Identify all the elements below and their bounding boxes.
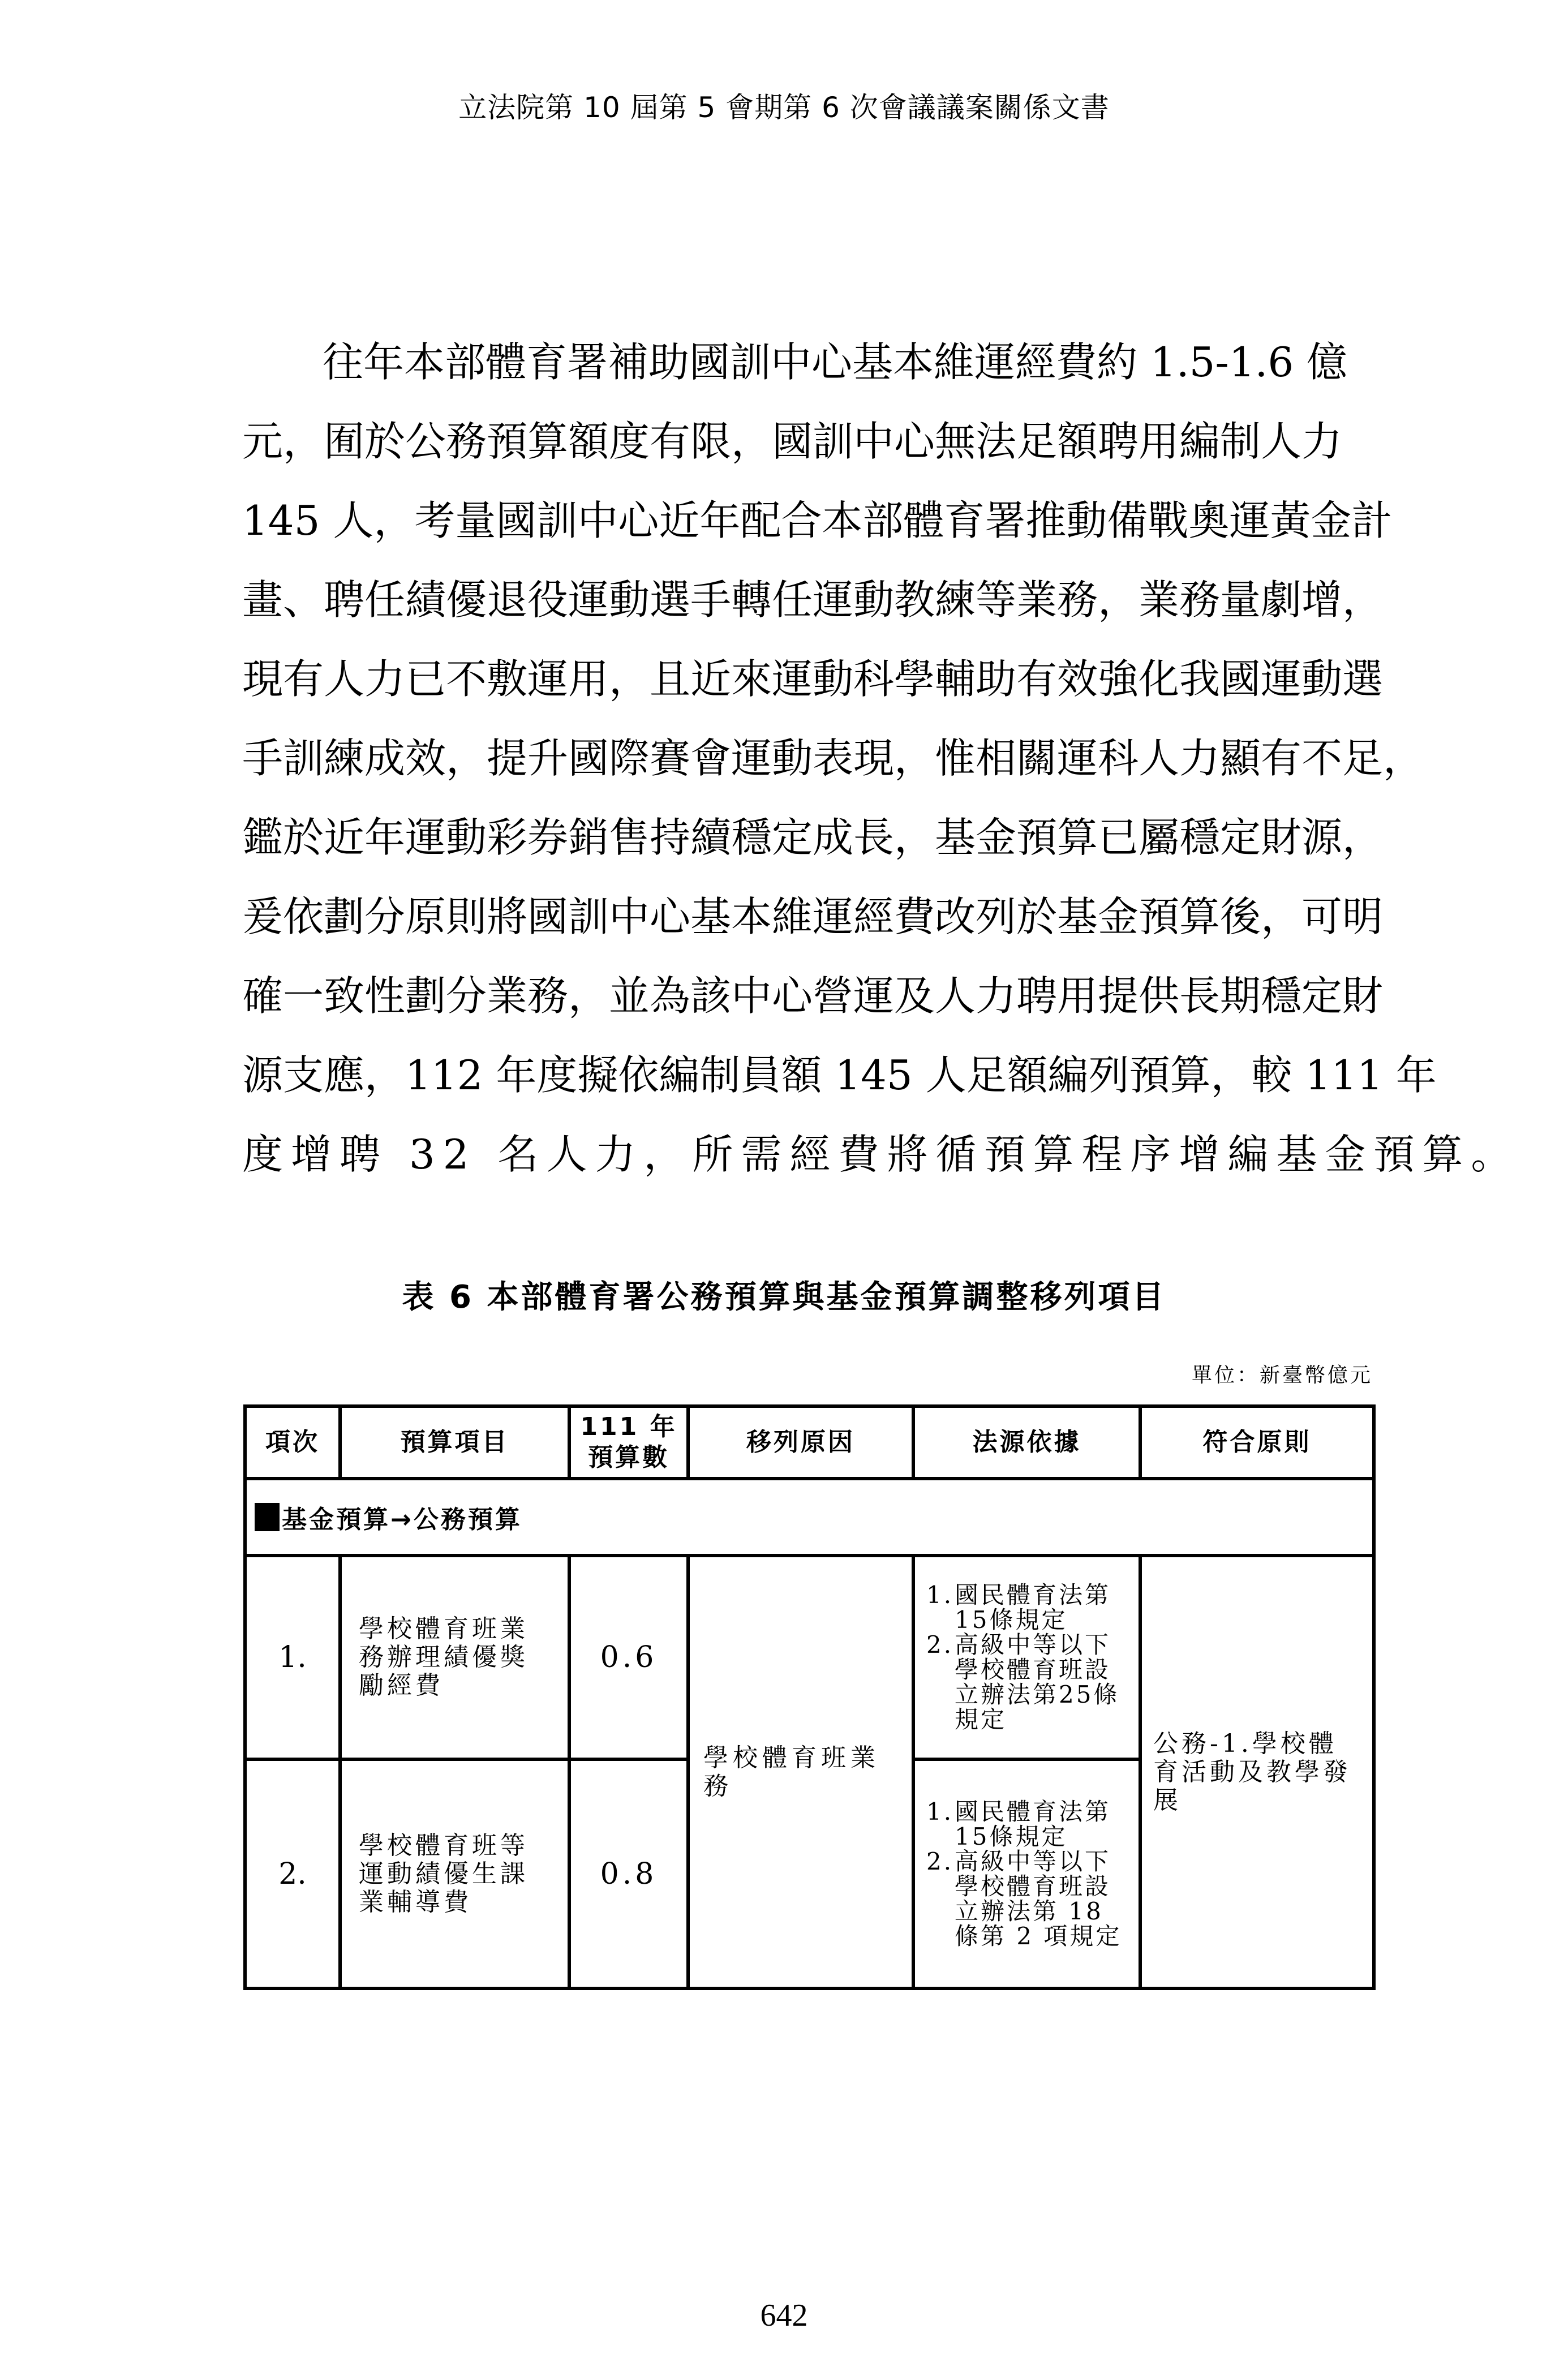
- legal-basis-item: [926, 1633, 1131, 1732]
- section-label: [245, 1479, 1374, 1556]
- legal-basis-item: [926, 1849, 1131, 1949]
- legal-basis-number: 2.: [926, 1847, 954, 1875]
- header-reason: 移列原因: [688, 1406, 913, 1479]
- paragraph-line: 爰依劃分原則將國訓中心基本維運經費改列於基金預算後，可明: [242, 893, 1384, 940]
- row-amount: 0.8: [569, 1759, 688, 1988]
- legal-basis-item: [926, 1583, 1131, 1633]
- header-amount: [569, 1406, 688, 1479]
- paragraph-line: 畫、聘任績優退役運動選手轉任運動教練等業務，業務量劇增，: [242, 576, 1384, 624]
- legal-basis-number: 1.: [926, 1581, 954, 1609]
- legal-basis-text: 高級中等以下學校體育班設立辦法第 18 條第 2 項規定: [955, 1847, 1122, 1950]
- legal-basis-number: 2.: [926, 1631, 954, 1659]
- paragraph-line: 源支應，112 年度擬依編制員額 145 人足額編列預算，較 111 年: [242, 1051, 1437, 1099]
- legal-basis-item: [926, 1799, 1131, 1849]
- page-number: 642: [760, 2298, 808, 2333]
- shared-reason: 學校體育班業務: [688, 1556, 913, 1988]
- row-item: 學校體育班等運動績優生課業輔導費: [340, 1759, 569, 1988]
- header-principle: 符合原則: [1140, 1406, 1374, 1479]
- paragraph-line: 元，囿於公務預算額度有限，國訓中心無法足額聘用編制人力: [242, 418, 1343, 465]
- legal-basis-text: 國民體育法第15條規定: [955, 1581, 1111, 1634]
- table-unit: 單位：新臺幣億元: [1191, 1364, 1373, 1387]
- paragraph-line: 確一致性劃分業務，並為該中心營運及人力聘用提供長期穩定財: [242, 972, 1384, 1020]
- row-item: 學校體育班業務辦理績優獎勵經費: [340, 1556, 569, 1759]
- section-row: [245, 1479, 1374, 1556]
- legal-basis-text: 高級中等以下學校體育班設立辦法第25條規定: [955, 1631, 1120, 1733]
- row-legal-basis: [913, 1759, 1140, 1988]
- header-amount-line2: 預算數: [588, 1443, 669, 1472]
- header-item: 預算項目: [340, 1406, 569, 1479]
- running-header: 立法院第 10 屆第 5 會期第 6 次會議議案關係文書: [458, 91, 1110, 124]
- table-header-row: [245, 1406, 1374, 1479]
- paragraph-line: 現有人力已不敷運用，且近來運動科學輔助有效強化我國運動選: [242, 655, 1384, 703]
- legal-basis-number: 1.: [926, 1797, 954, 1825]
- header-index: 項次: [245, 1406, 340, 1479]
- paragraph-line: 145 人，考量國訓中心近年配合本部體育署推動備戰奧運黃金計: [242, 497, 1393, 544]
- legal-basis-text: 國民體育法第15條規定: [955, 1797, 1111, 1850]
- paragraph-line: 度增聘 32 名人力，所需經費將循預算程序增編基金預算。: [242, 1131, 1520, 1178]
- row-amount: 0.6: [569, 1556, 688, 1759]
- paragraph-line: 鑑於近年運動彩券銷售持續穩定成長，基金預算已屬穩定財源，: [242, 814, 1384, 861]
- table-row: [245, 1556, 1374, 1759]
- row-index: 2.: [245, 1759, 340, 1988]
- row-index: 1.: [245, 1556, 340, 1759]
- body-paragraph: [242, 323, 1520, 1194]
- row-legal-basis: [913, 1556, 1140, 1759]
- budget-table: [243, 1404, 1376, 1990]
- black-square-icon: [255, 1503, 280, 1531]
- header-amount-line1: 111 年: [580, 1412, 677, 1441]
- paragraph-line: 手訓練成效，提升國際賽會運動表現，惟相關運科人力顯有不足，: [242, 734, 1424, 782]
- shared-principle: 公務-1.學校體育活動及教學發展: [1140, 1556, 1374, 1988]
- header-legal-basis: 法源依據: [913, 1406, 1140, 1479]
- section-text: 基金預算→公務預算: [282, 1505, 522, 1534]
- paragraph-line: 往年本部體育署補助國訓中心基本維運經費約 1.5-1.6 億: [323, 338, 1348, 386]
- table-caption: 表 6 本部體育署公務預算與基金預算調整移列項目: [402, 1279, 1166, 1316]
